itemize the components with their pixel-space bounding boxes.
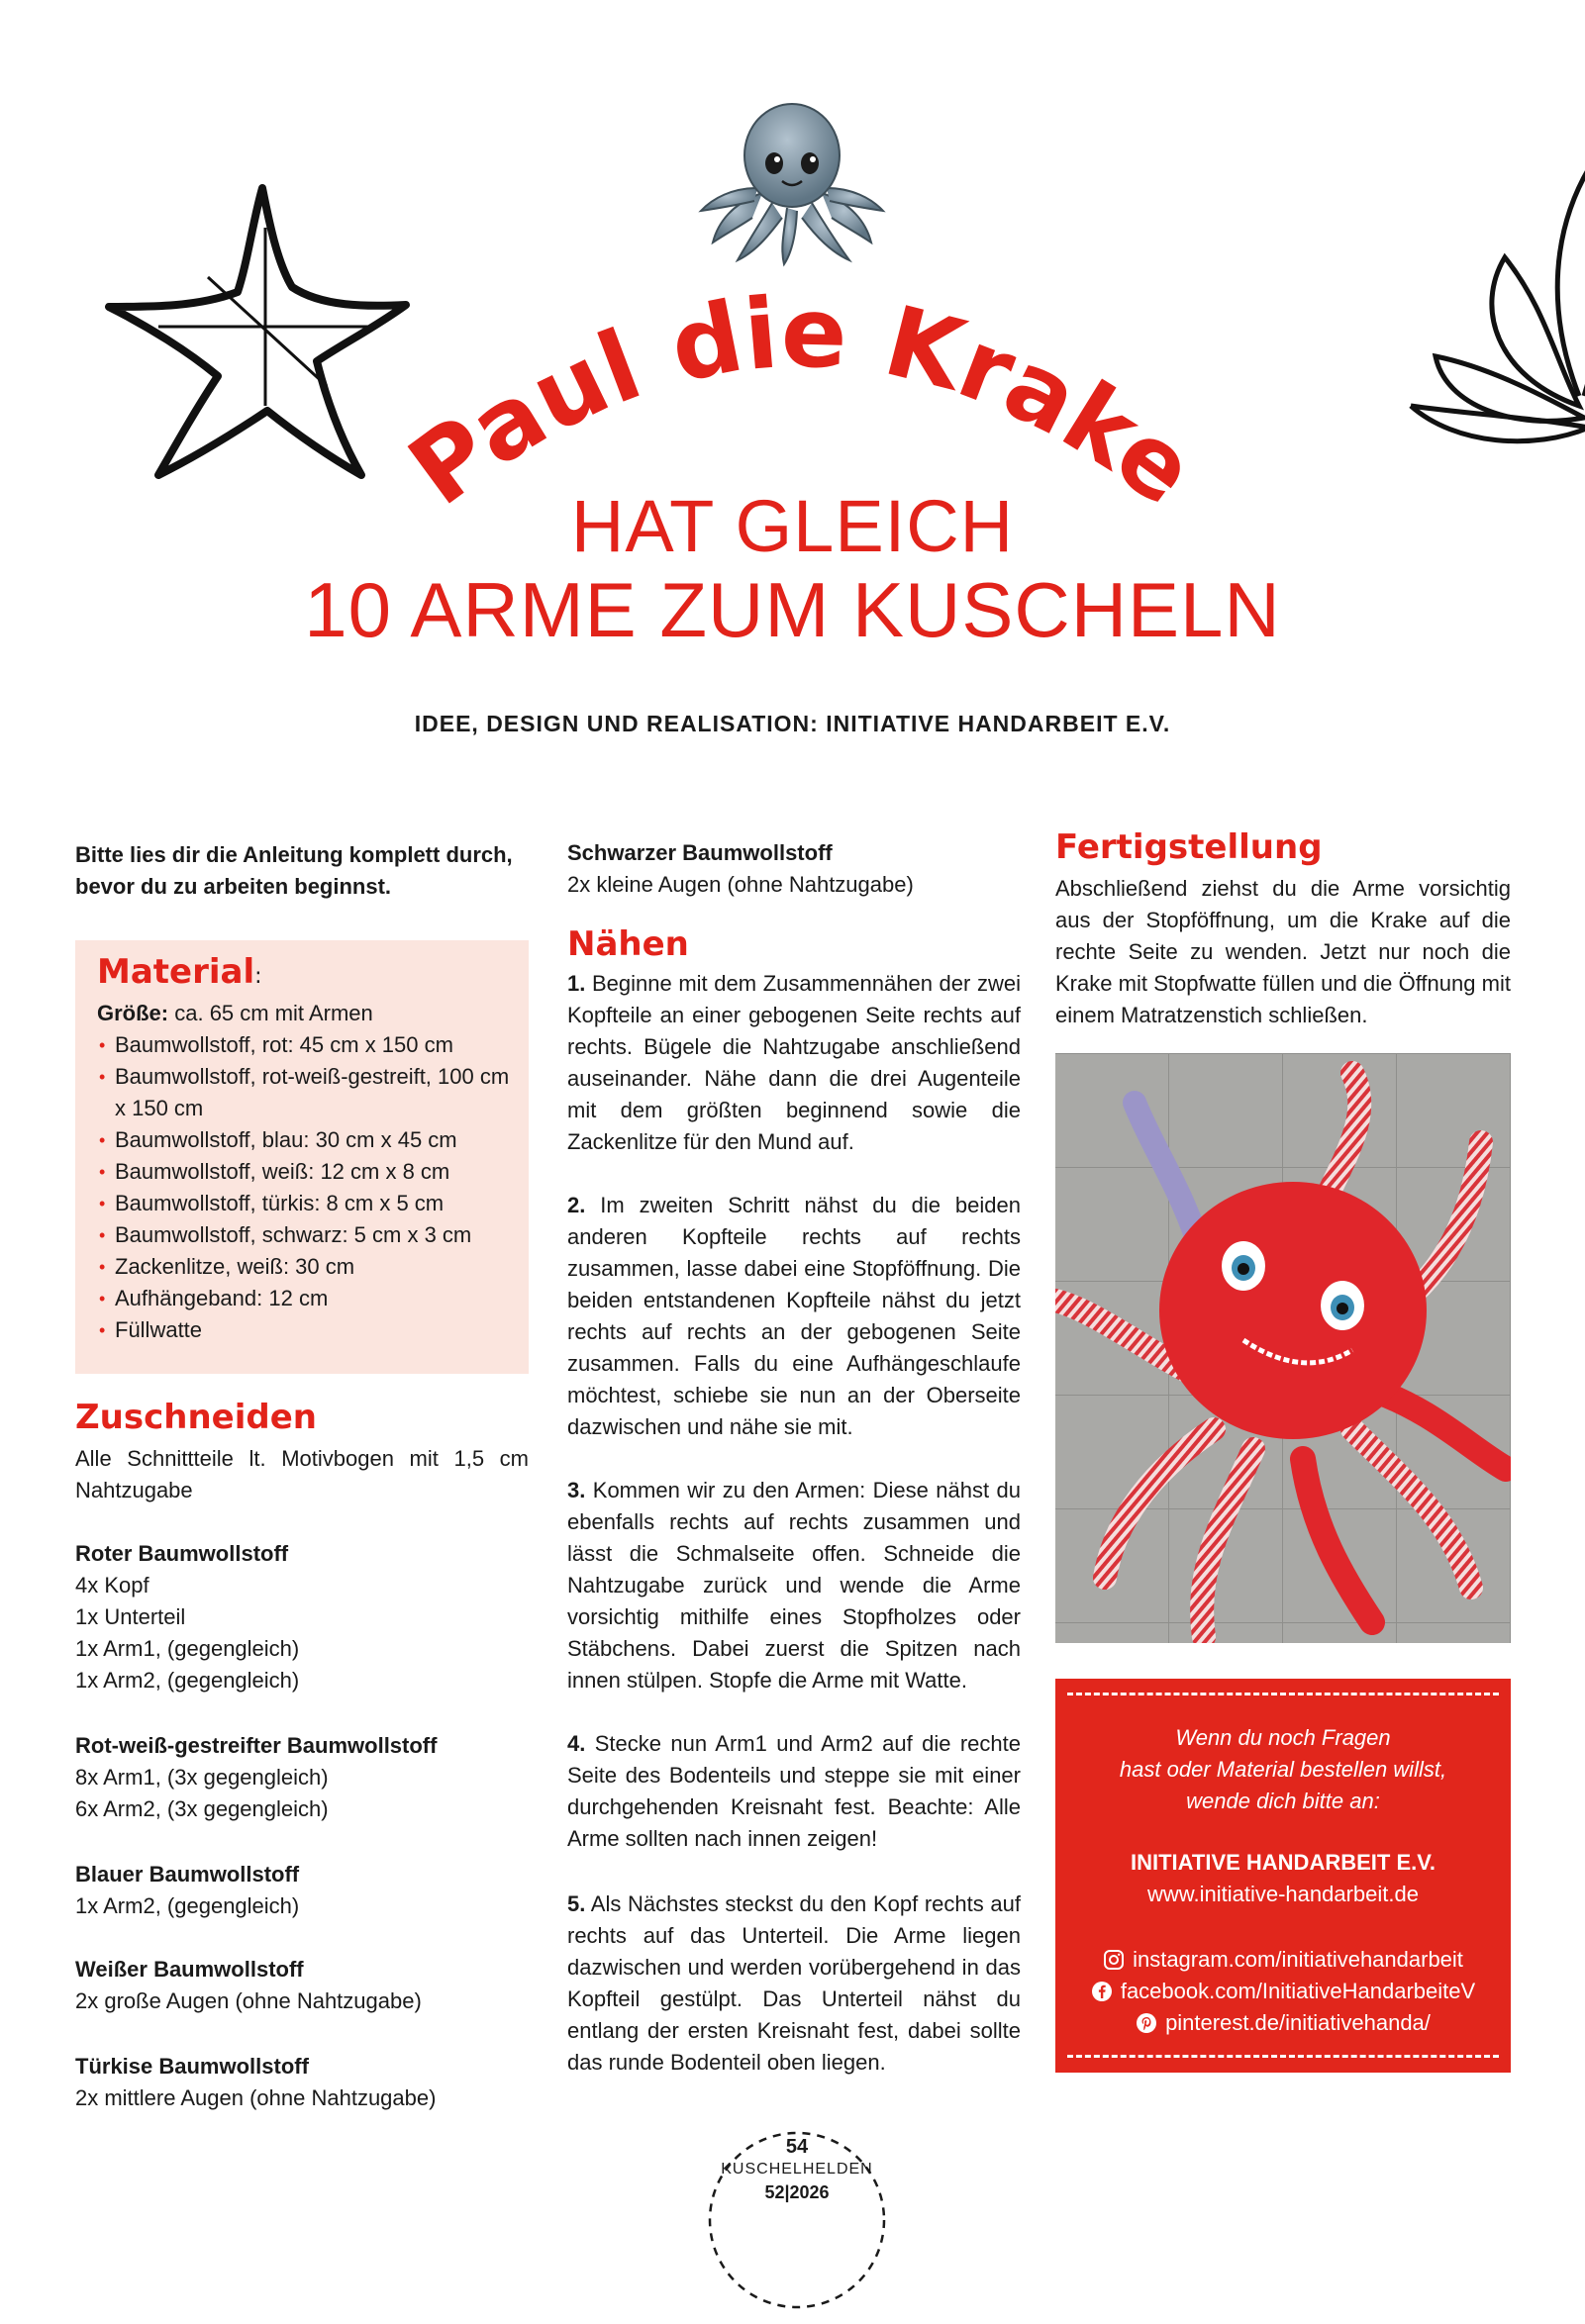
size-label: Größe: <box>97 1001 169 1025</box>
seaweed-plant-outline <box>1406 148 1585 465</box>
intro-text: Bitte lies dir die Anleitung komplett durch, bevor du zu arbeiten beginnst. <box>75 842 513 899</box>
facebook-text: facebook.com/InitiativeHandarbeiteV <box>1120 1979 1476 2003</box>
dashed-divider <box>1067 1693 1499 1695</box>
fabric-name: Blauer Baumwollstoff <box>75 1862 300 1887</box>
fabric-group-white <box>75 1954 531 2017</box>
step-4 <box>567 1728 1021 1855</box>
pinterest-icon <box>1136 2012 1157 2034</box>
fabric-name: Schwarzer Baumwollstoff <box>567 840 833 865</box>
step-text: Kommen wir zu den Armen: Diese nähst du ebenfalls rechts auf rechts zusammen und lässt die Schmalseite offen. Schneide die Nahtzugabe zurück und wende die Arme vorsichtig mithilfe eines Stopfholzes oder Stäbchens. Dabei zuerst die Spitzen nach innen stülpen. Stopfe die Arme mit Watte. <box>567 1478 1021 1693</box>
fabric-line: 6x Arm2, (3x gegengleich) <box>75 1796 329 1821</box>
contact-question-line: hast oder Material bestellen willst, <box>1119 1757 1447 1782</box>
contact-question <box>1055 1722 1511 1817</box>
starfish-outline <box>89 168 426 495</box>
fertigstellung-text: Abschließend ziehst du die Arme vorsichtig aus der Stopföffnung, um die Krake auf die rechte Seite zu wenden. Jetzt nur noch die Krake mit Stopfwatte füllen und die Öffnung mit einem Matratzenstich schließen. <box>1055 876 1511 1027</box>
step-number: 3. <box>567 1478 586 1502</box>
material-item: • Baumwollstoff, türkis: 8 cm x 5 cm <box>97 1188 523 1219</box>
material-item: • Baumwollstoff, blau: 30 cm x 45 cm <box>97 1124 523 1156</box>
octopus-plush-photo <box>1055 1053 1511 1643</box>
fabric-group-blue <box>75 1859 531 1922</box>
material-item: • Baumwollstoff, rot-weiß-gestreift, 100 cm x 150 cm <box>97 1061 523 1124</box>
step-number: 2. <box>567 1193 586 1217</box>
zuschneiden-text: Alle Schnittteile lt. Motivbogen mit 1,5 cm Nahtzugabe <box>75 1446 529 1502</box>
contact-box <box>1055 1679 1511 2073</box>
step-3 <box>567 1475 1021 1696</box>
material-item: • Zackenlitze, weiß: 30 cm <box>97 1251 523 1283</box>
pinterest-text: pinterest.de/initiativehanda/ <box>1165 2010 1431 2035</box>
fabric-line: 4x Kopf <box>75 1573 149 1598</box>
fabric-line: 8x Arm1, (3x gegengleich) <box>75 1765 329 1790</box>
material-item: • Aufhängeband: 12 cm <box>97 1283 523 1314</box>
material-heading-text: Material <box>97 952 255 992</box>
subtitle-line-2: 10 ARME ZUM KUSCHELN <box>304 566 1281 653</box>
material-heading <box>97 952 262 997</box>
subtitle-line-1: HAT GLEICH <box>570 485 1015 567</box>
fabric-name: Türkise Baumwollstoff <box>75 2054 309 2079</box>
contact-website-link[interactable]: www.initiative-handarbeit.de <box>1147 1882 1419 1906</box>
fabric-group-red <box>75 1538 531 1696</box>
instagram-icon <box>1103 1949 1125 1971</box>
size-line <box>97 998 373 1029</box>
facebook-link[interactable] <box>1055 1976 1511 2007</box>
naehen-heading: Nähen <box>567 924 689 964</box>
step-text: Im zweiten Schritt nähst du die beiden anderen Kopfteile rechts auf rechts zusammen, lasse dabei eine Stopföffnung. Die beiden entstandenen Kopfteile nähst du jetzt rechts auf rechts an der gebogenen Seite zusammen. Falls du eine Aufhängeschlaufe möchtest, schiebe sie nun an der Oberseite dazwischen und nähe sie mit. <box>567 1193 1021 1439</box>
issue-number: 52|2026 <box>764 2182 830 2202</box>
fertigstellung-heading: Fertigstellung <box>1055 827 1323 867</box>
step-number: 4. <box>567 1731 586 1756</box>
contact-organization: INITIATIVE HANDARBEIT E.V. <box>1130 1850 1436 1875</box>
fabric-line: 1x Arm2, (gegengleich) <box>75 1668 300 1693</box>
step-text: Stecke nun Arm1 und Arm2 auf die rechte Seite des Bodenteils und steppe sie mit einer durchgehenden Kreisnaht fest. Beachte: Alle Arme sollten nach innen zeigen! <box>567 1731 1021 1851</box>
step-2 <box>567 1190 1021 1443</box>
fabric-line: 1x Unterteil <box>75 1604 186 1629</box>
step-1 <box>567 968 1021 1158</box>
step-number: 1. <box>567 971 586 996</box>
material-item: • Baumwollstoff, schwarz: 5 cm x 3 cm <box>97 1219 523 1251</box>
instagram-text: instagram.com/initiativehandarbeit <box>1133 1947 1463 1972</box>
material-box <box>75 940 529 1374</box>
facebook-icon <box>1091 1981 1113 2002</box>
material-item: • Füllwatte <box>97 1314 523 1346</box>
material-item: • Baumwollstoff, weiß: 12 cm x 8 cm <box>97 1156 523 1188</box>
step-text: Als Nächstes steckst du den Kopf rechts auf rechts auf das Unterteil. Die Arme liegen dazwischen und werden vorübergehend in das Kopfteil gestülpt. Das Unterteil nähst du entlang der ersten Kreisnaht fest, dabei sollte das runde Bodenteil oben liegen. <box>567 1891 1021 2075</box>
magazine-name: KUSCHELHELDEN <box>721 2161 873 2178</box>
fabric-line: 2x große Augen (ohne Nahtzugabe) <box>75 1988 422 2013</box>
octopus-illustration <box>693 94 891 267</box>
dashed-divider <box>1067 2055 1499 2058</box>
page-number: 54 <box>785 2136 809 2158</box>
zuschneiden-heading: Zuschneiden <box>75 1398 317 1437</box>
contact-social <box>1055 1944 1511 2039</box>
fabric-line: 2x mittlere Augen (ohne Nahtzugabe) <box>75 2085 437 2110</box>
page-title: Paul die Krake <box>389 276 1215 529</box>
fabric-name: Weißer Baumwollstoff <box>75 1957 304 1982</box>
contact-question-line: Wenn du noch Fragen <box>1175 1725 1391 1750</box>
step-5 <box>567 1888 1021 2079</box>
material-colon: : <box>254 964 262 989</box>
fabric-group-striped <box>75 1730 531 1825</box>
pinterest-link[interactable] <box>1055 2007 1511 2039</box>
fabric-group-black <box>567 837 1023 901</box>
fabric-line: 2x kleine Augen (ohne Nahtzugabe) <box>567 872 914 897</box>
credit-line: IDEE, DESIGN UND REALISATION: INITIATIVE HANDARBEIT E.V. <box>414 711 1171 736</box>
contact-question-line: wende dich bitte an: <box>1186 1789 1380 1813</box>
fabric-line: 1x Arm1, (gegengleich) <box>75 1636 300 1661</box>
material-list <box>97 1029 523 1346</box>
fabric-name: Roter Baumwollstoff <box>75 1541 289 1566</box>
fabric-group-turquoise <box>75 2051 531 2114</box>
instagram-link[interactable] <box>1055 1944 1511 1976</box>
size-value: ca. 65 cm mit Armen <box>168 1001 373 1025</box>
step-text: Beginne mit dem Zusammennähen der zwei Kopfteile an einer gebogenen Seite rechts auf rechts. Bügele die Nahtzugabe anschließend auseinander. Nähe dann die drei Augenteile mit dem größten beginnend sowie die Zackenlitze für den Mund auf. <box>567 971 1021 1154</box>
step-number: 5. <box>567 1891 586 1916</box>
material-item: • Baumwollstoff, rot: 45 cm x 150 cm <box>97 1029 523 1061</box>
fabric-line: 1x Arm2, (gegengleich) <box>75 1893 300 1918</box>
fabric-name: Rot-weiß-gestreifter Baumwollstoff <box>75 1733 438 1758</box>
